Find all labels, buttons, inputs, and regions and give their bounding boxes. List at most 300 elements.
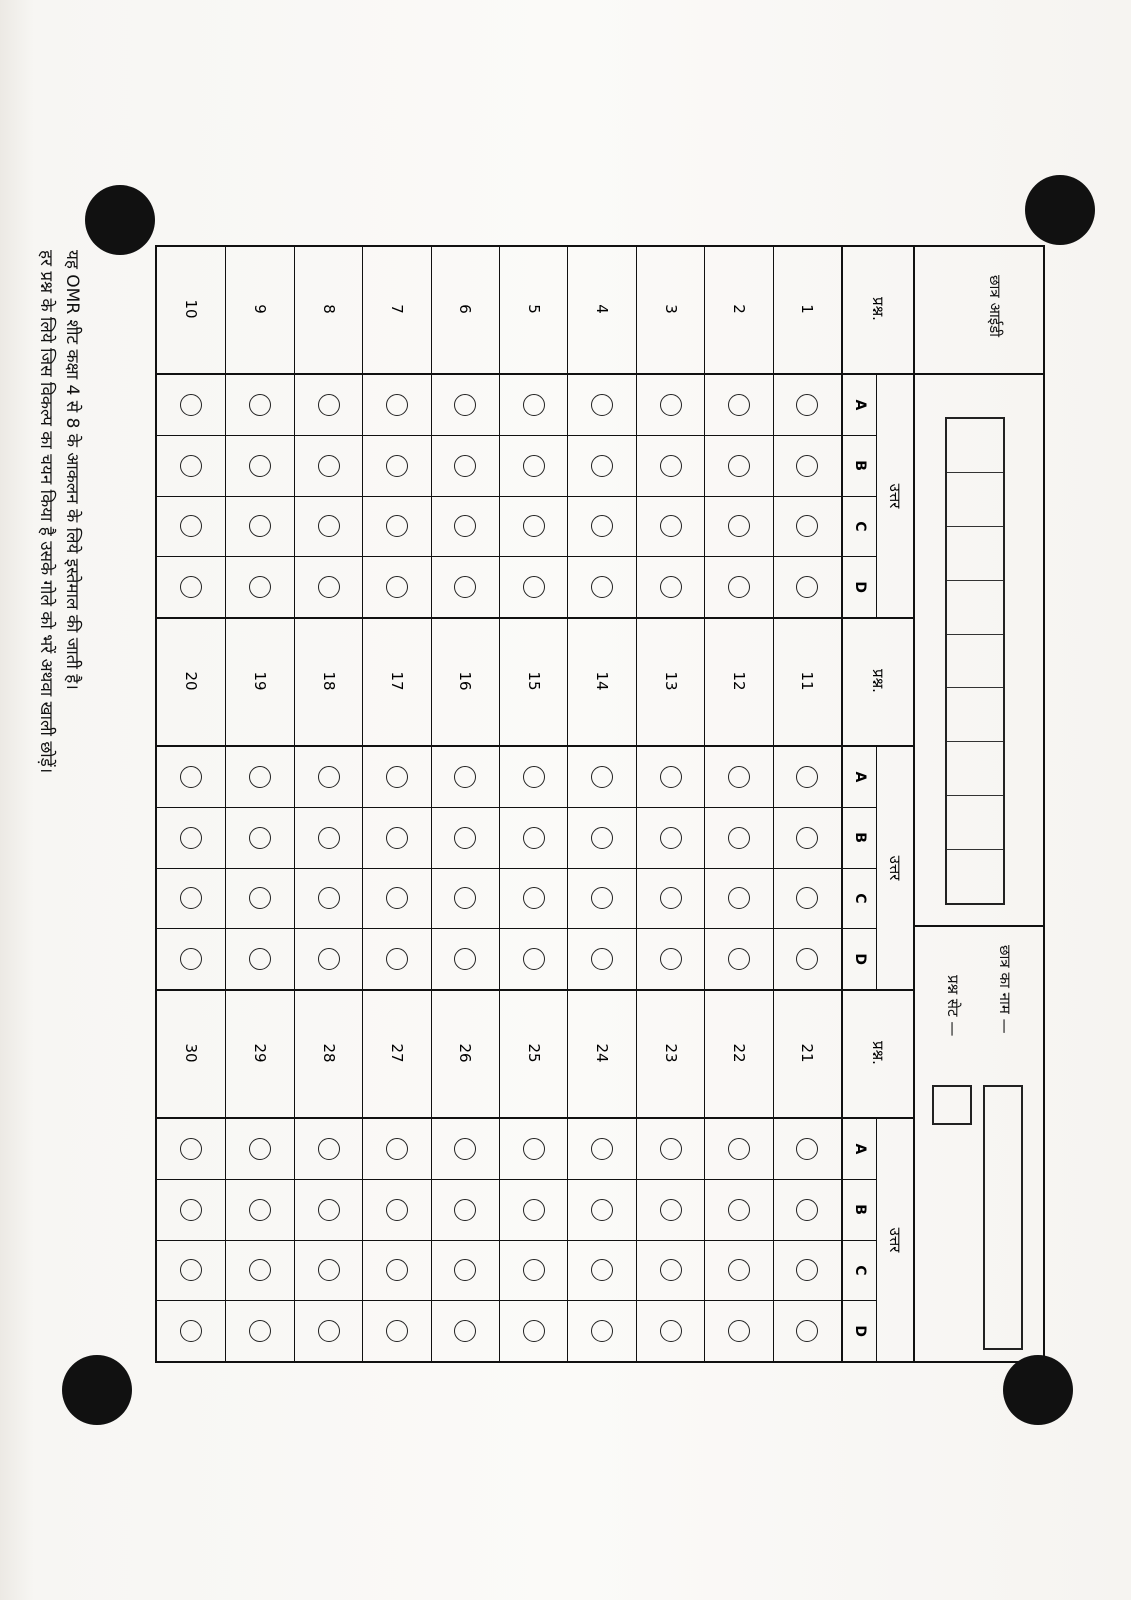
answer-bubble-b[interactable] xyxy=(523,1199,545,1221)
student-id-digit-box[interactable] xyxy=(947,527,1003,581)
question-row xyxy=(704,617,772,989)
answer-bubble-b[interactable] xyxy=(318,827,340,849)
option-cell xyxy=(705,375,772,436)
question-number: 18 xyxy=(295,617,362,747)
answer-bubble-d[interactable] xyxy=(728,1320,750,1342)
question-rows xyxy=(157,245,841,617)
option-header-c: C xyxy=(843,1241,877,1302)
option-cell xyxy=(295,1119,362,1180)
option-cell xyxy=(226,557,293,617)
answer-bubble-c[interactable] xyxy=(249,515,271,537)
option-cell xyxy=(157,436,225,497)
answer-bubble-d[interactable] xyxy=(386,948,408,970)
option-cell xyxy=(637,808,704,869)
option-cell xyxy=(705,1180,772,1241)
answer-bubble-c[interactable] xyxy=(591,1259,613,1281)
answer-bubble-a[interactable] xyxy=(180,766,202,788)
option-cell xyxy=(295,869,362,930)
question-row xyxy=(431,989,499,1361)
omr-sheet xyxy=(145,245,1045,1385)
question-number: 20 xyxy=(157,617,225,747)
answer-bubble-c[interactable] xyxy=(386,515,408,537)
option-cell xyxy=(432,929,499,989)
question-number: 2 xyxy=(705,245,772,375)
answer-bubble-a[interactable] xyxy=(660,1138,682,1160)
answer-bubble-b[interactable] xyxy=(318,1199,340,1221)
answer-bubble-c[interactable] xyxy=(728,1259,750,1281)
option-cell xyxy=(500,497,567,558)
answer-bubble-a[interactable] xyxy=(180,1138,202,1160)
option-cell xyxy=(363,1180,430,1241)
answer-bubble-c[interactable] xyxy=(728,887,750,909)
answer-bubble-b[interactable] xyxy=(454,455,476,477)
option-cell xyxy=(500,1241,567,1302)
answer-bubble-c[interactable] xyxy=(180,1259,202,1281)
answer-bubble-a[interactable] xyxy=(454,766,476,788)
option-cell xyxy=(568,497,635,558)
answer-bubble-d[interactable] xyxy=(180,576,202,598)
answer-bubble-b[interactable] xyxy=(660,1199,682,1221)
question-row xyxy=(294,617,362,989)
student-id-digit-box[interactable] xyxy=(947,796,1003,850)
answer-column-header: उत्तर xyxy=(876,747,913,989)
option-cell xyxy=(363,375,430,436)
question-row xyxy=(636,245,704,617)
question-row xyxy=(294,245,362,617)
answer-bubble-b[interactable] xyxy=(591,455,613,477)
answer-bubble-a[interactable] xyxy=(796,1138,818,1160)
answer-bubble-c[interactable] xyxy=(660,887,682,909)
option-cell xyxy=(568,929,635,989)
option-cell xyxy=(363,436,430,497)
question-number: 10 xyxy=(157,245,225,375)
option-cell xyxy=(637,869,704,930)
answer-bubble-d[interactable] xyxy=(523,948,545,970)
answer-bubble-d[interactable] xyxy=(386,576,408,598)
question-number: 8 xyxy=(295,245,362,375)
fiducial-mark-top-right xyxy=(1025,175,1095,245)
answer-bubble-c[interactable] xyxy=(796,1259,818,1281)
option-headers xyxy=(843,747,877,989)
student-id-digit-box[interactable] xyxy=(947,742,1003,796)
answer-bubble-b[interactable] xyxy=(523,827,545,849)
answer-bubble-d[interactable] xyxy=(523,1320,545,1342)
answer-bubble-c[interactable] xyxy=(796,887,818,909)
answer-bubble-a[interactable] xyxy=(728,394,750,416)
question-number: 25 xyxy=(500,989,567,1119)
option-cell xyxy=(295,1241,362,1302)
option-cell xyxy=(774,929,841,989)
answer-bubble-a[interactable] xyxy=(249,394,271,416)
option-cell xyxy=(774,747,841,808)
answer-bubble-a[interactable] xyxy=(386,766,408,788)
answer-bubble-c[interactable] xyxy=(523,515,545,537)
question-number: 6 xyxy=(432,245,499,375)
student-name-field[interactable] xyxy=(983,1085,1023,1350)
answer-bubble-a[interactable] xyxy=(591,766,613,788)
answer-bubble-a[interactable] xyxy=(386,1138,408,1160)
answer-bubble-b[interactable] xyxy=(180,827,202,849)
student-id-digit-box[interactable] xyxy=(947,635,1003,689)
question-number: 7 xyxy=(363,245,430,375)
option-header-d: D xyxy=(852,1325,868,1337)
answer-bubble-a[interactable] xyxy=(523,766,545,788)
answer-bubble-d[interactable] xyxy=(249,576,271,598)
answer-bubble-c[interactable] xyxy=(386,1259,408,1281)
answer-bubble-b[interactable] xyxy=(523,455,545,477)
answer-bubble-b[interactable] xyxy=(454,1199,476,1221)
question-row xyxy=(704,989,772,1361)
question-row xyxy=(499,245,567,617)
option-cell xyxy=(226,1241,293,1302)
option-cell xyxy=(500,1301,567,1361)
answer-bubble-d[interactable] xyxy=(454,948,476,970)
answer-bubble-b[interactable] xyxy=(249,827,271,849)
answer-bubble-c[interactable] xyxy=(454,887,476,909)
option-cell xyxy=(500,1119,567,1180)
question-number: 22 xyxy=(705,989,772,1119)
question-column-header: प्रश्न. xyxy=(843,989,913,1119)
option-cell xyxy=(637,436,704,497)
option-cell xyxy=(295,808,362,869)
option-cell xyxy=(568,1119,635,1180)
answer-bubble-c[interactable] xyxy=(591,887,613,909)
option-cell xyxy=(568,375,635,436)
question-row xyxy=(773,617,841,989)
option-cell xyxy=(637,929,704,989)
option-cell xyxy=(432,497,499,558)
answer-bubble-a[interactable] xyxy=(796,394,818,416)
answer-block-2 xyxy=(157,617,913,989)
option-cell xyxy=(705,557,772,617)
question-number: 19 xyxy=(226,617,293,747)
answer-bubble-a[interactable] xyxy=(523,394,545,416)
answer-bubble-b[interactable] xyxy=(180,455,202,477)
question-number: 15 xyxy=(500,617,567,747)
option-cell xyxy=(568,808,635,869)
answer-bubble-a[interactable] xyxy=(728,1138,750,1160)
option-header-b: B xyxy=(843,808,877,869)
question-rows xyxy=(157,617,841,989)
question-number: 26 xyxy=(432,989,499,1119)
option-cell xyxy=(500,747,567,808)
answer-bubble-b[interactable] xyxy=(591,1199,613,1221)
student-id-digit-box[interactable] xyxy=(947,850,1003,903)
answer-bubble-d[interactable] xyxy=(660,1320,682,1342)
option-cell xyxy=(157,557,225,617)
option-cell xyxy=(774,1241,841,1302)
answer-bubble-b[interactable] xyxy=(660,455,682,477)
option-cell xyxy=(363,497,430,558)
question-column-header: प्रश्न. xyxy=(843,245,913,375)
option-cell xyxy=(774,497,841,558)
answer-bubble-d[interactable] xyxy=(591,576,613,598)
answer-bubble-c[interactable] xyxy=(660,515,682,537)
block-divider xyxy=(157,617,913,619)
answer-bubble-b[interactable] xyxy=(386,827,408,849)
answer-bubble-b[interactable] xyxy=(728,1199,750,1221)
answer-bubble-c[interactable] xyxy=(318,887,340,909)
option-cell xyxy=(432,557,499,617)
option-cell xyxy=(295,497,362,558)
answer-bubble-c[interactable] xyxy=(454,515,476,537)
option-cell xyxy=(774,557,841,617)
answer-bubble-b[interactable] xyxy=(796,1199,818,1221)
answer-bubble-a[interactable] xyxy=(318,394,340,416)
student-id-digit-box[interactable] xyxy=(947,688,1003,742)
question-row xyxy=(362,989,430,1361)
answer-bubble-d[interactable] xyxy=(660,576,682,598)
answer-bubble-b[interactable] xyxy=(386,455,408,477)
option-cell xyxy=(637,1241,704,1302)
option-header-b: B xyxy=(843,436,877,497)
option-cell xyxy=(295,375,362,436)
option-cell xyxy=(226,869,293,930)
answer-bubble-a[interactable] xyxy=(796,766,818,788)
answer-bubble-b[interactable] xyxy=(386,1199,408,1221)
answer-bubble-d[interactable] xyxy=(728,576,750,598)
option-cell xyxy=(363,1241,430,1302)
answer-bubble-c[interactable] xyxy=(386,887,408,909)
answer-bubble-d[interactable] xyxy=(523,576,545,598)
option-cell xyxy=(500,436,567,497)
option-cell xyxy=(432,436,499,497)
option-cell xyxy=(157,497,225,558)
answer-bubble-a[interactable] xyxy=(523,1138,545,1160)
option-headers xyxy=(843,1119,877,1361)
student-id-digit-box[interactable] xyxy=(947,419,1003,473)
answer-bubble-b[interactable] xyxy=(728,455,750,477)
option-cell xyxy=(500,869,567,930)
student-id-label: छात्र आईडी xyxy=(986,275,1004,338)
option-cell xyxy=(705,929,772,989)
option-cell xyxy=(637,497,704,558)
answer-bubble-c[interactable] xyxy=(523,887,545,909)
option-cell xyxy=(774,1119,841,1180)
question-number: 1 xyxy=(774,245,841,375)
answer-bubble-d[interactable] xyxy=(180,948,202,970)
option-cell xyxy=(226,1119,293,1180)
option-cell xyxy=(363,557,430,617)
question-column-header: प्रश्न. xyxy=(843,617,913,747)
answer-bubble-d[interactable] xyxy=(454,576,476,598)
option-header-c: C xyxy=(843,497,877,558)
question-row xyxy=(567,617,635,989)
answer-bubble-b[interactable] xyxy=(728,827,750,849)
answer-bubble-c[interactable] xyxy=(318,1259,340,1281)
answer-bubble-d[interactable] xyxy=(454,1320,476,1342)
option-cell xyxy=(432,869,499,930)
answer-column-header: उत्तर xyxy=(876,375,913,617)
answer-bubble-b[interactable] xyxy=(796,827,818,849)
answer-bubble-d[interactable] xyxy=(249,948,271,970)
answer-bubble-c[interactable] xyxy=(180,515,202,537)
option-cell xyxy=(363,747,430,808)
answer-block-3 xyxy=(157,989,913,1361)
option-cell xyxy=(774,375,841,436)
option-cell xyxy=(705,497,772,558)
header-divider xyxy=(913,245,915,1363)
question-number: 9 xyxy=(226,245,293,375)
answer-bubble-d[interactable] xyxy=(728,948,750,970)
instructions xyxy=(25,250,85,1430)
option-cell xyxy=(432,808,499,869)
header-vertical-divider xyxy=(915,373,1045,375)
answer-bubble-a[interactable] xyxy=(454,394,476,416)
option-cell xyxy=(226,808,293,869)
option-cell xyxy=(432,1119,499,1180)
option-header-b: B xyxy=(843,1180,877,1241)
answer-bubble-b[interactable] xyxy=(796,455,818,477)
answer-bubble-b[interactable] xyxy=(180,1199,202,1221)
option-header-a: A xyxy=(843,375,877,436)
question-number: 28 xyxy=(295,989,362,1119)
option-cell xyxy=(774,1180,841,1241)
option-cell xyxy=(637,1180,704,1241)
question-set-field[interactable] xyxy=(932,1085,972,1125)
student-id-boxes[interactable] xyxy=(945,417,1005,905)
question-row xyxy=(157,989,225,1361)
question-number: 13 xyxy=(637,617,704,747)
option-cell xyxy=(157,869,225,930)
answer-bubble-a[interactable] xyxy=(591,394,613,416)
option-cell xyxy=(637,375,704,436)
option-cell xyxy=(157,1301,225,1361)
question-row xyxy=(773,245,841,617)
option-header-d: D xyxy=(852,953,868,965)
answer-bubble-a[interactable] xyxy=(249,766,271,788)
block-divider xyxy=(157,989,913,991)
question-rows xyxy=(157,989,841,1361)
answer-bubble-c[interactable] xyxy=(249,1259,271,1281)
option-cell xyxy=(432,375,499,436)
answer-bubble-c[interactable] xyxy=(454,1259,476,1281)
answer-bubble-c[interactable] xyxy=(660,1259,682,1281)
answer-bubble-d[interactable] xyxy=(796,948,818,970)
answer-bubble-a[interactable] xyxy=(318,766,340,788)
option-cell xyxy=(226,747,293,808)
answer-bubble-c[interactable] xyxy=(180,887,202,909)
answer-bubble-b[interactable] xyxy=(249,455,271,477)
answer-bubble-a[interactable] xyxy=(180,394,202,416)
option-header-d: D xyxy=(852,581,868,593)
option-cell xyxy=(295,436,362,497)
option-cell xyxy=(432,1241,499,1302)
answer-bubble-a[interactable] xyxy=(660,766,682,788)
option-cell xyxy=(295,557,362,617)
answer-bubble-a[interactable] xyxy=(249,1138,271,1160)
question-row xyxy=(704,245,772,617)
answer-bubble-b[interactable] xyxy=(318,455,340,477)
answer-block-1 xyxy=(157,245,913,617)
option-cell xyxy=(637,1119,704,1180)
option-cell xyxy=(774,436,841,497)
question-row xyxy=(773,989,841,1361)
question-number: 5 xyxy=(500,245,567,375)
option-cell xyxy=(568,1180,635,1241)
answer-bubble-c[interactable] xyxy=(249,887,271,909)
option-cell xyxy=(226,1301,293,1361)
question-row xyxy=(225,617,293,989)
question-number: 14 xyxy=(568,617,635,747)
answer-bubble-c[interactable] xyxy=(523,1259,545,1281)
option-header-a: A xyxy=(843,1119,877,1180)
student-name-label: छात्र का नाम — xyxy=(996,945,1014,1034)
answer-bubble-d[interactable] xyxy=(591,1320,613,1342)
option-cell xyxy=(432,1180,499,1241)
answer-bubble-b[interactable] xyxy=(454,827,476,849)
option-cell xyxy=(432,747,499,808)
answer-bubble-a[interactable] xyxy=(660,394,682,416)
answer-bubble-a[interactable] xyxy=(728,766,750,788)
answer-bubble-a[interactable] xyxy=(386,394,408,416)
answer-bubble-b[interactable] xyxy=(591,827,613,849)
answer-bubble-c[interactable] xyxy=(591,515,613,537)
header-vertical-divider xyxy=(915,925,1045,927)
option-cell xyxy=(637,747,704,808)
answer-bubble-d[interactable] xyxy=(249,1320,271,1342)
question-row xyxy=(499,617,567,989)
question-number: 23 xyxy=(637,989,704,1119)
answer-bubble-d[interactable] xyxy=(180,1320,202,1342)
student-id-digit-box[interactable] xyxy=(947,581,1003,635)
answer-bubble-d[interactable] xyxy=(318,576,340,598)
option-cell xyxy=(568,436,635,497)
option-cell xyxy=(157,1241,225,1302)
option-cell xyxy=(637,1301,704,1361)
answer-bubble-c[interactable] xyxy=(728,515,750,537)
answer-bubble-d[interactable] xyxy=(660,948,682,970)
answer-bubble-a[interactable] xyxy=(318,1138,340,1160)
option-cell xyxy=(705,808,772,869)
question-number: 27 xyxy=(363,989,430,1119)
option-cell xyxy=(705,869,772,930)
answer-bubble-c[interactable] xyxy=(318,515,340,537)
answer-bubble-d[interactable] xyxy=(318,948,340,970)
option-cell xyxy=(226,375,293,436)
option-header-a: A xyxy=(843,747,877,808)
answer-column-header: उत्तर xyxy=(876,1119,913,1361)
option-cell xyxy=(705,1301,772,1361)
question-row xyxy=(362,617,430,989)
answer-bubble-c[interactable] xyxy=(796,515,818,537)
option-cell xyxy=(157,375,225,436)
question-number: 11 xyxy=(774,617,841,747)
answer-bubble-d[interactable] xyxy=(796,576,818,598)
option-cell xyxy=(363,869,430,930)
option-cell xyxy=(157,808,225,869)
question-row xyxy=(431,617,499,989)
option-cell xyxy=(226,497,293,558)
answer-bubble-d[interactable] xyxy=(318,1320,340,1342)
option-cell xyxy=(295,1301,362,1361)
answer-bubble-a[interactable] xyxy=(454,1138,476,1160)
question-number: 3 xyxy=(637,245,704,375)
answer-bubble-a[interactable] xyxy=(591,1138,613,1160)
option-cell xyxy=(500,557,567,617)
option-cell xyxy=(363,929,430,989)
option-cell xyxy=(226,1180,293,1241)
student-id-digit-box[interactable] xyxy=(947,473,1003,527)
answer-bubble-d[interactable] xyxy=(386,1320,408,1342)
answer-bubble-b[interactable] xyxy=(660,827,682,849)
option-cell xyxy=(157,747,225,808)
answer-bubble-d[interactable] xyxy=(796,1320,818,1342)
answer-bubble-b[interactable] xyxy=(249,1199,271,1221)
block-header xyxy=(841,617,913,989)
answer-bubble-d[interactable] xyxy=(591,948,613,970)
option-cell xyxy=(500,1180,567,1241)
